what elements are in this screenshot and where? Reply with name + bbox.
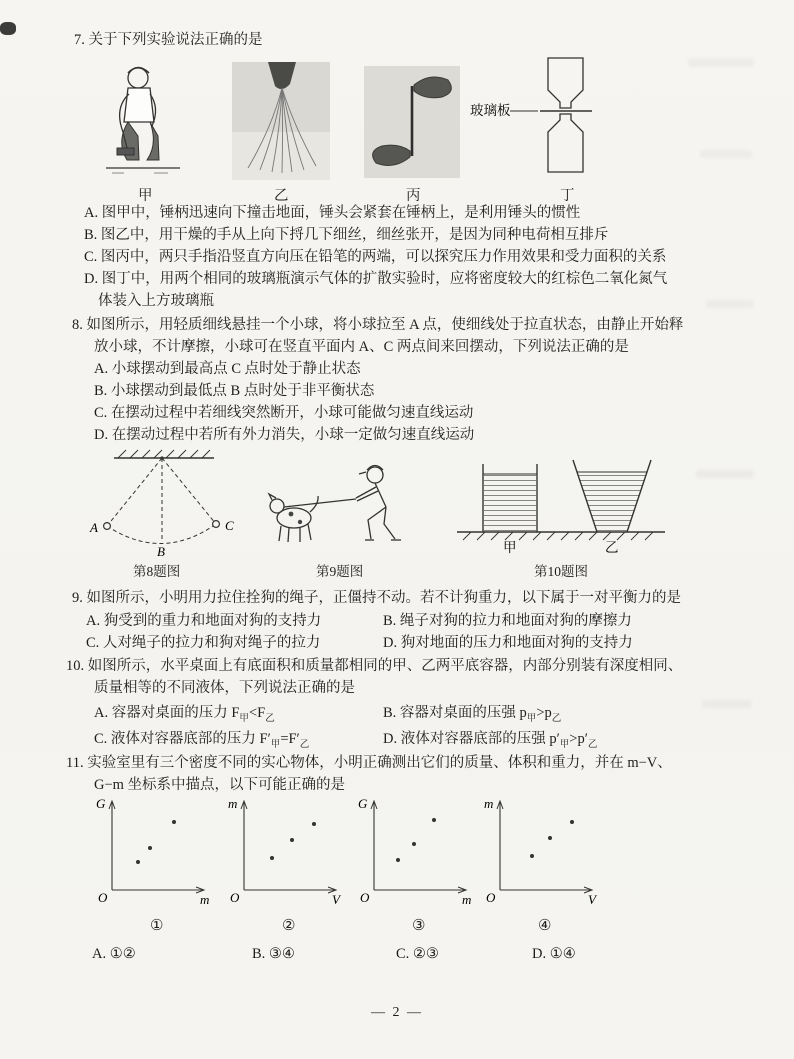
graph3-y-axis-label: G (358, 796, 368, 811)
graph2-x-axis-label: V (332, 892, 340, 907)
graph4-origin-label: O (486, 890, 496, 905)
q7-label-yi: 乙 (274, 188, 289, 204)
q7-label-bing: 丙 (406, 188, 421, 204)
q7-figure-fibres-illustration (232, 62, 330, 180)
q9-option-a: A. 狗受到的重力和地面对狗的支持力 (86, 613, 322, 629)
q10-containers-figure (455, 448, 667, 554)
graph1-y-axis-label: G (96, 796, 106, 811)
q11-option-b: B. ③④ (252, 946, 295, 962)
q9-figure-caption: 第9题图 (316, 564, 364, 579)
q10-figure-caption: 第10题图 (534, 564, 588, 579)
q8-stem-line1: 8. 如图所示，用轻质细线悬挂一个小球，将小球拉至 A 点，使细线处于拉直状态，由静止开始释 (72, 317, 684, 333)
q11-stem-line2: G−m 坐标系中描点，以下可能正确的是 (94, 777, 346, 793)
scan-smudge (0, 22, 16, 35)
graph4-x-axis-label: V (588, 892, 596, 907)
q11-graph3-tag: ③ (412, 918, 426, 934)
bleedthrough-artifact (706, 300, 754, 308)
bleedthrough-artifact (702, 700, 752, 708)
q10-stem-line1: 10. 如图所示，水平桌面上有底面积和质量都相同的甲、乙两平底容器，内部分别装有深度相同、 (66, 658, 683, 674)
q10-option-b: B. 容器对桌面的压强 $p_甲>p_乙$ (383, 705, 562, 724)
q8-option-d: D. 在摆动过程中若所有外力消失，小球一定做匀速直线运动 (94, 427, 475, 443)
q7-stem: 7. 关于下列实验说法正确的是 (74, 32, 263, 48)
q8-stem-line2: 放小球，不计摩擦，小球可在竖直平面内 A、C 两点间来回摆动，下列说法正确的是 (94, 339, 629, 355)
graph3-x-axis-label: m (462, 892, 472, 907)
q9-option-b: B. 绳子对狗的拉力和地面对狗的摩擦力 (383, 613, 632, 629)
q11-graph2-tag: ② (282, 918, 296, 934)
q7-label-ding: 丁 (560, 188, 575, 204)
q10-option-d: D. 液体对容器底部的压强 $p'_甲>p'_乙$ (383, 731, 598, 750)
q7-label-jia: 甲 (138, 188, 153, 204)
bleedthrough-artifact (700, 150, 752, 158)
bleedthrough-artifact (696, 470, 754, 478)
q10-option-c: C. 液体对容器底部的压力 $F'_甲=F'_乙$ (94, 731, 310, 750)
container-right-label: 乙 (605, 540, 619, 555)
page-number: — 2 — (371, 1005, 423, 1020)
q10-option-a: A. 容器对桌面的压力 $F_甲<F_乙$ (94, 705, 275, 724)
q9-stem: 9. 如图所示，小明用力拉住拴狗的绳子，正僵持不动。若不计狗重力，以下属于一对平衡力的是 (72, 590, 681, 606)
q9-option-d: D. 狗对地面的压力和地面对狗的支持力 (383, 635, 633, 651)
q9-boy-dog-figure (262, 444, 422, 558)
q7-option-d-line2: 体装入上方玻璃瓶 (98, 293, 214, 309)
q7-option-d: D. 图丁中，用两个相同的玻璃瓶演示气体的扩散实验时，应将密度较大的红棕色二氧化氮气 (84, 271, 668, 287)
q11-graph-1 (88, 790, 213, 912)
glass-plate-label: 玻璃板 (470, 103, 511, 118)
graph2-origin-label: O (230, 890, 240, 905)
q8-pendulum-figure (86, 446, 241, 558)
q7-option-b: B. 图乙中，用干燥的手从上向下捋几下细丝，细丝张开，是因为同种电荷相互排斥 (84, 227, 609, 243)
q11-graph-4 (476, 790, 601, 912)
q11-graph-3 (350, 790, 475, 912)
q8-figure-caption: 第8题图 (133, 564, 181, 579)
pendulum-point-b-label: B (157, 544, 165, 559)
container-left-label: 甲 (503, 540, 517, 555)
q11-graph-2 (220, 790, 345, 912)
q8-option-b: B. 小球摆动到最低点 B 点时处于非平衡状态 (94, 383, 375, 399)
q8-option-a: A. 小球摆动到最高点 C 点时处于静止状态 (94, 361, 361, 377)
q8-option-c: C. 在摆动过程中若细线突然断开，小球可能做匀速直线运动 (94, 405, 474, 421)
graph2-y-axis-label: m (228, 796, 238, 811)
q11-option-c: C. ②③ (396, 946, 439, 962)
q9-option-c: C. 人对绳子的拉力和狗对绳子的拉力 (86, 635, 321, 651)
q11-graph1-tag: ① (150, 918, 164, 934)
graph1-x-axis-label: m (200, 892, 210, 907)
q7-figure-bottles-illustration (468, 50, 603, 182)
pendulum-point-a-label: A (90, 520, 98, 535)
q7-option-c: C. 图丙中，两只手指沿竖直方向压在铅笔的两端，可以探究压力作用效果和受力面积的关系 (84, 249, 667, 265)
q11-stem-line1: 11. 实验室里有三个密度不同的实心物体，小明正确测出它们的质量、体积和重力，并在 m−V、 (66, 755, 672, 771)
q11-option-d: D. ①④ (532, 946, 576, 962)
q11-graph4-tag: ④ (538, 918, 552, 934)
graph4-y-axis-label: m (484, 796, 494, 811)
q7-figure-pencil-illustration (364, 66, 460, 178)
q11-option-a: A. ①② (92, 946, 136, 962)
bleedthrough-artifact (688, 58, 754, 67)
graph3-origin-label: O (360, 890, 370, 905)
q7-figure-hammer-illustration (98, 56, 192, 184)
q10-stem-line2: 质量相等的不同液体，下列说法正确的是 (94, 680, 355, 696)
q7-option-a: A. 图甲中，锤柄迅速向下撞击地面，锤头会紧套在锤柄上，是利用锤头的惯性 (84, 205, 581, 221)
pendulum-point-c-label: C (225, 518, 234, 533)
graph1-origin-label: O (98, 890, 108, 905)
